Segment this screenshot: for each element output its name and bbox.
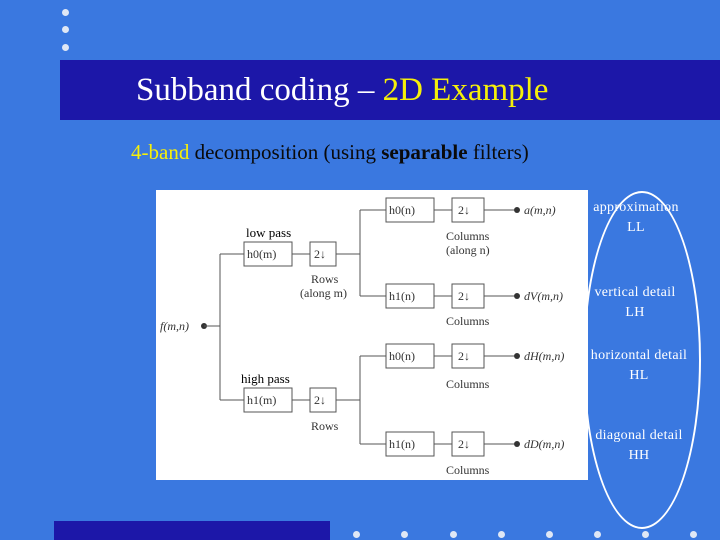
decor-dot: [401, 531, 408, 538]
decor-dot: [450, 531, 457, 538]
decor-dot: [498, 531, 505, 538]
output-label: dV(m,n): [524, 289, 563, 303]
columns-label-sub: (along n): [446, 243, 490, 257]
columns-label: Columns: [446, 377, 490, 391]
filter-label: h1(n): [389, 289, 415, 303]
slide-title: Subband coding – 2D Example: [136, 72, 549, 108]
band-code: HL: [629, 368, 649, 383]
downsample-label: 2↓: [314, 393, 326, 407]
band-code: LH: [625, 305, 645, 320]
band-name: horizontal detail: [590, 348, 688, 363]
output-label: dD(m,n): [524, 437, 565, 451]
band-hl: [584, 346, 694, 386]
rows-label: Rows: [311, 272, 339, 286]
rows-label: Rows: [311, 419, 339, 433]
decor-dot: [690, 531, 697, 538]
band-lh: [580, 283, 690, 323]
filter-label: h1(n): [389, 437, 415, 451]
band-name: diagonal detail: [595, 428, 683, 443]
high-pass-caption: high pass: [241, 371, 290, 386]
downsample-label: 2↓: [314, 247, 326, 261]
downsample-label: 2↓: [458, 437, 470, 451]
downsample-label: 2↓: [458, 203, 470, 217]
input-label: f(m,n): [160, 319, 189, 333]
filter-label: h0(n): [389, 349, 415, 363]
decor-dot: [546, 531, 553, 538]
decor-dot: [353, 531, 360, 538]
low-pass-caption: low pass: [246, 225, 292, 240]
output-label: a(m,n): [524, 203, 556, 217]
rows-label-sub: (along m): [300, 286, 347, 300]
columns-label: Columns: [446, 463, 490, 477]
band-name: vertical detail: [594, 285, 676, 300]
output-label: dH(m,n): [524, 349, 565, 363]
subtitle-accent: 4-band: [131, 140, 190, 164]
downsample-label: 2↓: [458, 349, 470, 363]
decor-dot: [594, 531, 601, 538]
band-code: LL: [627, 220, 645, 235]
columns-label: Columns: [446, 229, 490, 243]
filter-label: h1(m): [247, 393, 277, 407]
band-code: HH: [628, 448, 650, 463]
decor-dot: [642, 531, 649, 538]
band-hh: [584, 426, 694, 466]
filter-label: h0(n): [389, 203, 415, 217]
subtitle-text: decomposition (using: [189, 140, 382, 164]
subtitle-bold: separable: [381, 140, 468, 164]
band-name: approximation: [593, 200, 679, 215]
filter-label: h0(m): [247, 247, 277, 261]
band-ll: [581, 198, 691, 238]
columns-label: Columns: [446, 314, 490, 328]
title-accent: 2D Example: [382, 72, 549, 108]
subtitle-end: filters): [467, 140, 529, 164]
downsample-label: 2↓: [458, 289, 470, 303]
bottom-bar: [54, 521, 330, 540]
